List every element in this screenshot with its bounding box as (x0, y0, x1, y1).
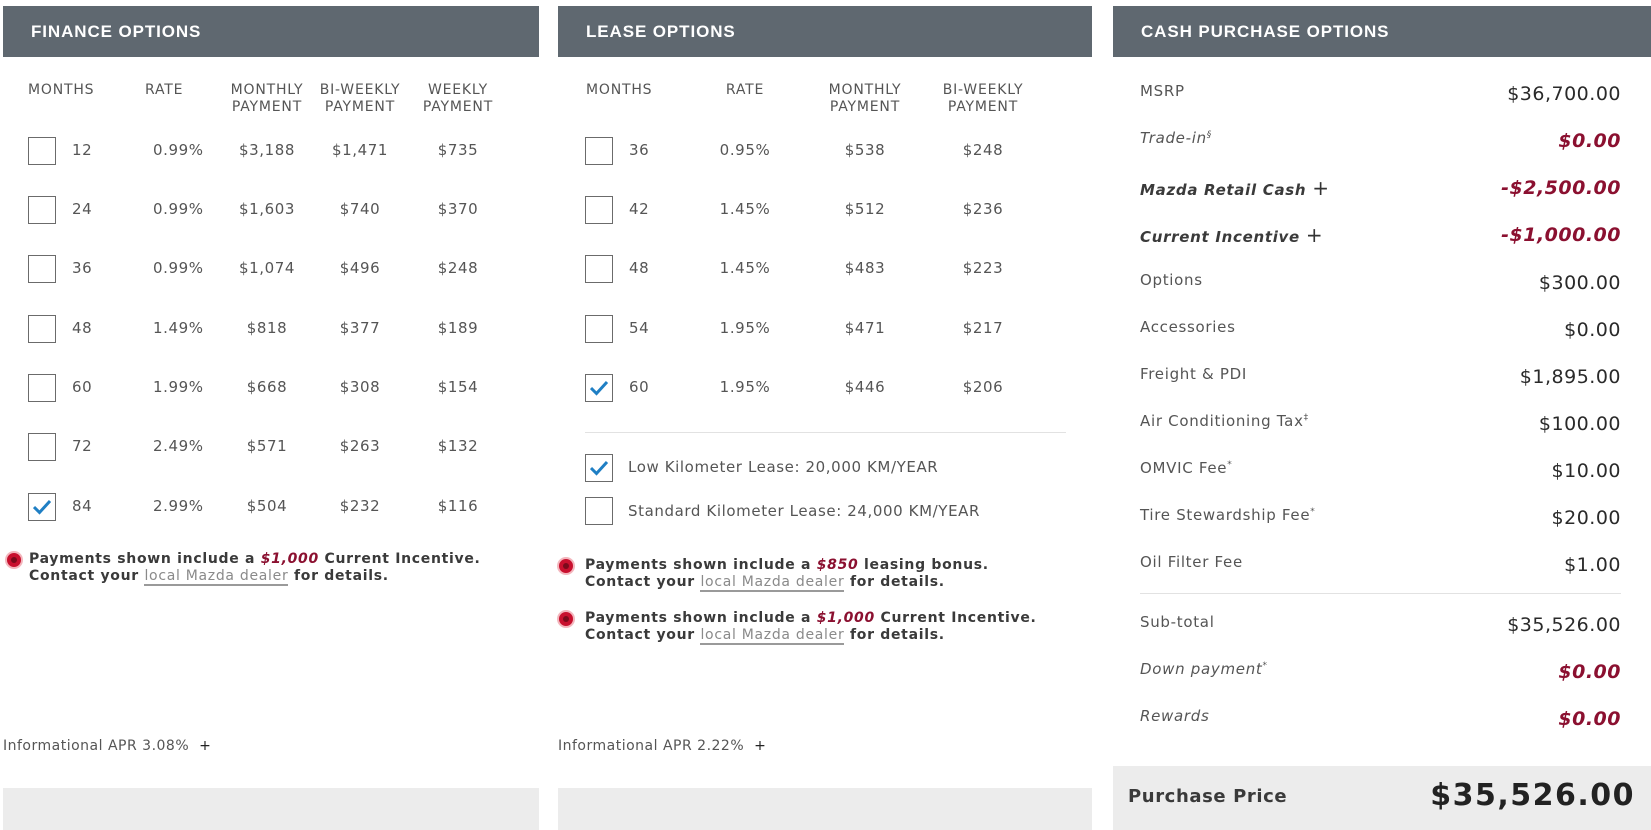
finance-header: FINANCE OPTIONS (3, 6, 539, 57)
finance-col-months-label: MONTHS (28, 82, 95, 98)
lease-col-months-label: MONTHS (586, 82, 653, 98)
lease-row[interactable] (585, 374, 1065, 402)
down-payment-sup: * (1262, 661, 1268, 671)
lease-note-2 (585, 610, 1037, 644)
lease-note-1-line2-prefix: Contact your (585, 574, 701, 590)
finance-row[interactable] (28, 255, 508, 283)
cash-item-label (1140, 412, 1309, 430)
finance-col-monthly-l1: MONTHLY (230, 82, 304, 98)
cash-item-value: $0.00 (1564, 319, 1621, 341)
finance-months: 48 (72, 319, 93, 337)
finance-col-rate-label: RATE (145, 82, 184, 98)
finance-note-highlight: $1,000 (260, 551, 319, 567)
finance-biweekly: $740 (339, 200, 381, 218)
lease-summary-box (558, 788, 1092, 830)
finance-col-months (28, 82, 108, 99)
finance-col-biweekly-l2: PAYMENT (324, 99, 396, 115)
cash-item-label (1140, 129, 1212, 147)
finance-weekly: $116 (437, 497, 479, 515)
lease-note-2-highlight: $1,000 (816, 610, 875, 626)
cash-item-label-text: Air Conditioning Tax (1140, 412, 1304, 430)
cash-item-label (1140, 82, 1185, 100)
finance-row-checkbox[interactable] (28, 374, 56, 402)
cash-item-label-text: OMVIC Fee (1140, 459, 1228, 477)
lease-col-monthly-l2: PAYMENT (829, 99, 901, 115)
finance-months: 36 (72, 259, 93, 277)
finance-monthly: $1,074 (238, 259, 296, 277)
lease-monthly: $471 (844, 319, 886, 337)
lease-note-2-suffix: Current Incentive. (874, 610, 1037, 626)
lease-note-1-line2-suffix: for details. (844, 574, 945, 590)
finance-monthly: $504 (246, 497, 288, 515)
cash-item-label-text: Oil Filter Fee (1140, 553, 1243, 571)
finance-row-checkbox[interactable] (28, 493, 56, 521)
cash-item-value: $100.00 (1538, 413, 1621, 435)
km-low-checkbox[interactable] (585, 454, 613, 482)
purchase-price-label: Purchase Price (1128, 786, 1288, 807)
finance-weekly: $154 (437, 378, 479, 396)
cash-item-sup: * (1227, 460, 1233, 470)
lease-note-1-suffix: leasing bonus. (858, 557, 989, 573)
cash-item-label-text: MSRP (1140, 82, 1185, 100)
finance-row[interactable] (28, 137, 508, 165)
finance-col-monthly (222, 82, 312, 116)
lease-row[interactable] (585, 137, 1065, 165)
cash-item-sup: § (1206, 130, 1212, 140)
lease-col-monthly (820, 82, 910, 116)
lease-row-checkbox[interactable] (585, 374, 613, 402)
finance-monthly: $571 (246, 437, 288, 455)
finance-dealer-link[interactable]: local Mazda dealer (144, 568, 289, 584)
lease-monthly: $538 (844, 141, 886, 159)
lease-row[interactable] (585, 196, 1065, 224)
finance-weekly: $248 (437, 259, 479, 277)
finance-col-rate (145, 82, 205, 99)
finance-row[interactable] (28, 433, 508, 461)
cash-item-value: -$2,500.00 (1501, 177, 1621, 199)
km-standard-label: Standard Kilometer Lease: 24,000 KM/YEAR (628, 502, 981, 520)
finance-biweekly: $496 (339, 259, 381, 277)
purchase-price-value: $35,526.00 (1430, 778, 1635, 813)
lease-monthly: $483 (844, 259, 886, 277)
cash-item-label (1140, 459, 1232, 477)
lease-note-2-line2-suffix: for details. (844, 627, 945, 643)
lease-note-1-highlight: $850 (816, 557, 859, 573)
lease-row-checkbox[interactable] (585, 196, 613, 224)
down-payment-label (1140, 660, 1268, 678)
lease-header: LEASE OPTIONS (558, 6, 1092, 57)
finance-rate: 2.99% (153, 497, 204, 515)
finance-months: 72 (72, 437, 93, 455)
finance-summary-box (3, 788, 539, 830)
lease-row-checkbox[interactable] (585, 315, 613, 343)
finance-weekly: $370 (437, 200, 479, 218)
finance-apr-plus-icon[interactable]: + (199, 738, 212, 754)
cash-item-label-text: Current Incentive (1140, 228, 1300, 246)
lease-note-1-prefix: Payments shown include a (585, 557, 817, 573)
km-low-label: Low Kilometer Lease: 20,000 KM/YEAR (628, 458, 939, 476)
lease-col-biweekly-l2: PAYMENT (947, 99, 1019, 115)
lease-col-rate-label: RATE (725, 82, 765, 98)
km-option-standard[interactable] (585, 497, 1065, 525)
cash-item-value: $10.00 (1551, 460, 1621, 482)
km-standard-checkbox[interactable] (585, 497, 613, 525)
finance-note (29, 551, 481, 585)
finance-biweekly: $232 (339, 497, 381, 515)
cash-item-value: $20.00 (1551, 507, 1621, 529)
finance-note-prefix: Payments shown include a (29, 551, 261, 567)
lease-row-checkbox[interactable] (585, 137, 613, 165)
finance-col-weekly-l2: PAYMENT (422, 99, 494, 115)
cash-item-value: $300.00 (1538, 272, 1621, 294)
finance-rate: 1.99% (153, 378, 204, 396)
lease-col-biweekly-l1: BI-WEEKLY (942, 82, 1024, 98)
finance-rate: 0.99% (153, 200, 204, 218)
lease-apr-text: Informational APR 2.22% (558, 738, 745, 754)
lease-rate: 0.95% (719, 141, 771, 159)
cash-item-label-text: Options (1140, 271, 1203, 289)
rewards-value[interactable]: $0.00 (1558, 708, 1621, 730)
lease-biweekly: $248 (962, 141, 1004, 159)
lease-apr (558, 738, 766, 754)
cash-item-label (1140, 553, 1243, 571)
finance-row[interactable] (28, 196, 508, 224)
finance-row-checkbox[interactable] (28, 137, 56, 165)
subtotal-label: Sub-total (1140, 613, 1215, 631)
cash-item-value: $1.00 (1564, 554, 1621, 576)
lease-col-rate (715, 82, 775, 99)
lease-col-monthly-l1: MONTHLY (828, 82, 902, 98)
finance-monthly: $818 (246, 319, 288, 337)
finance-note-line2-prefix: Contact your (29, 568, 145, 584)
finance-col-weekly-l1: WEEKLY (427, 82, 488, 98)
finance-rate: 1.49% (153, 319, 204, 337)
finance-weekly: $189 (437, 319, 479, 337)
finance-biweekly: $308 (339, 378, 381, 396)
cash-item-label (1140, 506, 1315, 524)
cash-item-label-text: Tire Stewardship Fee (1140, 506, 1311, 524)
lease-dealer-link-2[interactable]: local Mazda dealer (700, 627, 845, 643)
cash-item-label-text: Mazda Retail Cash (1140, 181, 1307, 199)
finance-apr (3, 738, 211, 754)
finance-biweekly: $263 (339, 437, 381, 455)
finance-months: 60 (72, 378, 93, 396)
finance-row[interactable] (28, 493, 508, 521)
lease-dealer-link-1[interactable]: local Mazda dealer (700, 574, 845, 590)
plus-icon[interactable]: + (1305, 223, 1324, 247)
lease-biweekly: $206 (962, 378, 1004, 396)
cash-item-sup: * (1310, 507, 1316, 517)
cash-item-value[interactable]: $0.00 (1558, 130, 1621, 152)
finance-row-checkbox[interactable] (28, 196, 56, 224)
finance-note-suffix: Current Incentive. (318, 551, 481, 567)
lease-biweekly: $223 (962, 259, 1004, 277)
cash-item-label (1140, 223, 1323, 247)
lease-row[interactable] (585, 315, 1065, 343)
lease-note-1 (585, 557, 989, 591)
cash-item-sup: ‡ (1303, 413, 1309, 423)
finance-rate: 2.49% (153, 437, 204, 455)
checkmark-icon (33, 499, 51, 515)
lease-note-2-prefix: Payments shown include a (585, 610, 817, 626)
lease-col-months (586, 82, 666, 99)
lease-rate: 1.95% (719, 319, 771, 337)
cash-divider (1140, 593, 1621, 594)
km-option-low[interactable] (585, 454, 1065, 482)
checkmark-icon (590, 380, 608, 396)
finance-row[interactable] (28, 315, 508, 343)
finance-weekly: $132 (437, 437, 479, 455)
lease-biweekly: $217 (962, 319, 1004, 337)
finance-col-monthly-l2: PAYMENT (231, 99, 303, 115)
finance-rate: 0.99% (153, 259, 204, 277)
cash-item-label (1140, 176, 1330, 200)
lease-months: 54 (629, 319, 650, 337)
cash-item-label (1140, 318, 1236, 336)
lease-row-checkbox[interactable] (585, 255, 613, 283)
lease-rate: 1.45% (719, 259, 771, 277)
purchase-price-bar (1113, 766, 1651, 830)
lease-monthly: $446 (844, 378, 886, 396)
finance-apr-text: Informational APR 3.08% (3, 738, 190, 754)
down-payment-label-text: Down payment (1140, 660, 1263, 678)
lease-months: 42 (629, 200, 650, 218)
finance-biweekly: $377 (339, 319, 381, 337)
finance-months: 84 (72, 497, 93, 515)
plus-icon[interactable]: + (1312, 176, 1330, 200)
red-dot-icon (557, 557, 575, 575)
lease-apr-plus-icon[interactable]: + (754, 738, 767, 754)
lease-biweekly: $236 (962, 200, 1004, 218)
down-payment-value[interactable]: $0.00 (1558, 661, 1621, 683)
cash-item-value: $1,895.00 (1519, 366, 1621, 388)
finance-monthly: $3,188 (238, 141, 296, 159)
cash-item-label-text: Accessories (1140, 318, 1236, 336)
finance-row-checkbox[interactable] (28, 433, 56, 461)
finance-row-checkbox[interactable] (28, 315, 56, 343)
finance-col-biweekly-l1: BI-WEEKLY (319, 82, 401, 98)
lease-rate: 1.45% (719, 200, 771, 218)
lease-monthly: $512 (844, 200, 886, 218)
cash-item-label (1140, 271, 1203, 289)
finance-monthly: $668 (246, 378, 288, 396)
cash-item-label (1140, 365, 1247, 383)
finance-col-biweekly (312, 82, 408, 116)
red-dot-icon (557, 610, 575, 628)
checkmark-icon (590, 460, 608, 476)
rewards-label: Rewards (1140, 707, 1210, 725)
finance-col-weekly (412, 82, 504, 116)
lease-row[interactable] (585, 255, 1065, 283)
finance-row[interactable] (28, 374, 508, 402)
red-dot-icon (5, 551, 23, 569)
finance-biweekly: $1,471 (331, 141, 389, 159)
finance-rate: 0.99% (153, 141, 204, 159)
lease-col-biweekly (935, 82, 1031, 116)
lease-rate: 1.95% (719, 378, 771, 396)
finance-note-line2-suffix: for details. (288, 568, 389, 584)
lease-months: 48 (629, 259, 650, 277)
finance-months: 12 (72, 141, 93, 159)
cash-header: CASH PURCHASE OPTIONS (1113, 6, 1651, 57)
cash-item-value: $36,700.00 (1507, 83, 1621, 105)
subtotal-value: $35,526.00 (1507, 614, 1621, 636)
finance-row-checkbox[interactable] (28, 255, 56, 283)
cash-item-label-text: Freight & PDI (1140, 365, 1248, 383)
cash-item-label-text: Trade-in (1140, 129, 1207, 147)
finance-weekly: $735 (437, 141, 479, 159)
lease-months: 36 (629, 141, 650, 159)
lease-months: 60 (629, 378, 650, 396)
lease-divider (585, 432, 1066, 433)
lease-note-2-line2-prefix: Contact your (585, 627, 701, 643)
finance-monthly: $1,603 (238, 200, 296, 218)
finance-months: 24 (72, 200, 93, 218)
cash-item-value: -$1,000.00 (1501, 224, 1621, 246)
